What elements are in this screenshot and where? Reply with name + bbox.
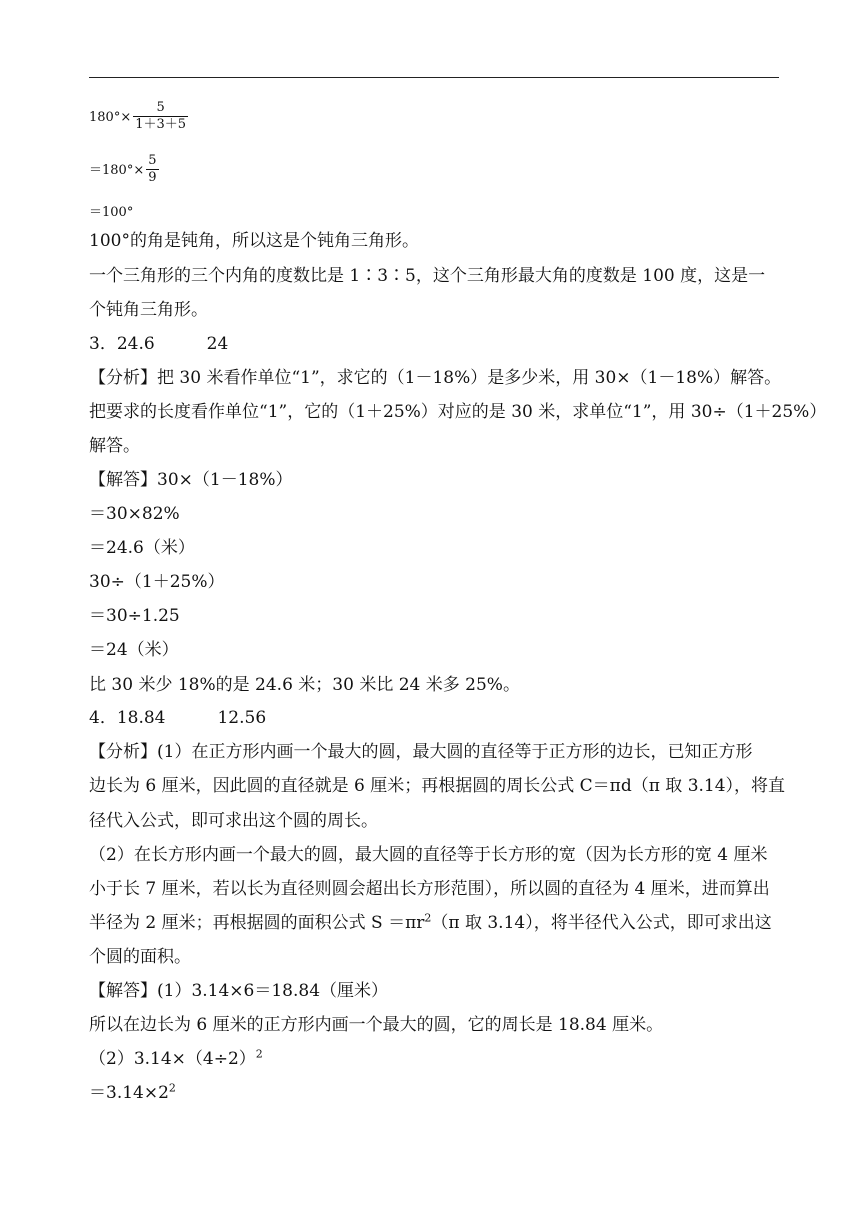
fraction-5-over-sum: $\frac{5}{1+3+5}$ bbox=[135, 100, 187, 132]
text-line: 所以在边长为 6 厘米的正方形内画一个最大的圆，它的周长是 18.84 厘米。 bbox=[89, 1015, 664, 1035]
text-line: （2）在长方形内画一个最大的圆，最大圆的直径等于长方形的宽（因为长方形的宽 4 厘米 bbox=[89, 845, 768, 865]
text-line: 一个三角形的三个内角的度数比是 1∶3∶5，这个三角形最大角的度数是 100 度，这是一 bbox=[89, 266, 766, 286]
text-line: 个圆的面积。 bbox=[89, 947, 191, 967]
expr2-prefix: ＝180°× bbox=[89, 163, 145, 178]
text-line: 30÷（1＋25%） bbox=[89, 572, 225, 592]
text-line: 把要求的长度看作单位“1”，它的（1＋25%）对应的是 30 米，求单位“1”，用 30÷（1＋25%） bbox=[89, 402, 827, 422]
q3-answer-2: 24 bbox=[206, 334, 229, 354]
text-line: 【分析】把 30 米看作单位“1”，求它的（1－18%）是多少米，用 30×（1－18%）解答。 bbox=[89, 368, 782, 388]
text-line: 径代入公式，即可求出这个圆的周长。 bbox=[89, 811, 378, 831]
angle-expression-1 bbox=[89, 100, 188, 133]
text-line: ＝24（米） bbox=[89, 640, 179, 660]
text-line: 100°的角是钝角，所以这是个钝角三角形。 bbox=[89, 231, 419, 251]
text-line: ＝24.6（米） bbox=[89, 538, 195, 558]
text-line-area-formula: 半径为 2 厘米；再根据圆的面积公式 $S =\pi r^2(\pi$ 取 3.14），将半径代入公式，即可求出这 bbox=[89, 911, 772, 933]
text-line: 【解答】(1）3.14×6＝18.84（厘米） bbox=[89, 981, 389, 1001]
text-line: 小于长 7 厘米，若以长为直径则圆会超出长方形范围），所以圆的直径为 4 厘米，进而算出 bbox=[89, 879, 770, 899]
angle-expression-3: ＝100° bbox=[89, 205, 134, 220]
text-line: 【分析】(1）在正方形内画一个最大的圆，最大圆的直径等于正方形的边长，已知正方形 bbox=[89, 742, 753, 762]
text-line: ＝30×82% bbox=[89, 504, 180, 524]
q3-answer-1: 3．24.6 bbox=[89, 334, 155, 354]
text-line-squared: $=3.14\times 2^2$ bbox=[89, 1081, 176, 1103]
text-line: ＝30÷1.25 bbox=[89, 606, 180, 626]
question-3-answers bbox=[89, 333, 228, 355]
question-4-answers bbox=[89, 707, 266, 729]
expr1-prefix: 180°× bbox=[89, 110, 132, 125]
fraction-5-over-9: $\frac{5}{9}$ bbox=[148, 153, 157, 185]
q4-answer-2: 12.56 bbox=[217, 708, 267, 728]
text-line: 比 30 米少 18%的是 24.6 米；30 米比 24 米多 25%。 bbox=[89, 675, 520, 695]
q4-answer-1: 4．18.84 bbox=[89, 708, 166, 728]
text-line: 【解答】30×（1－18%） bbox=[89, 470, 293, 490]
text-line: 个钝角三角形。 bbox=[89, 300, 208, 320]
header-rule bbox=[89, 77, 779, 78]
text-line: 边长为 6 厘米，因此圆的直径就是 6 厘米；再根据圆的周长公式 C＝πd（π 取 3.14），将直 bbox=[89, 776, 786, 796]
angle-expression-2 bbox=[89, 153, 159, 186]
text-line: 解答。 bbox=[89, 436, 140, 456]
text-line-squared: $(2)3.14\times(4\div 2)^2$ bbox=[89, 1047, 263, 1069]
